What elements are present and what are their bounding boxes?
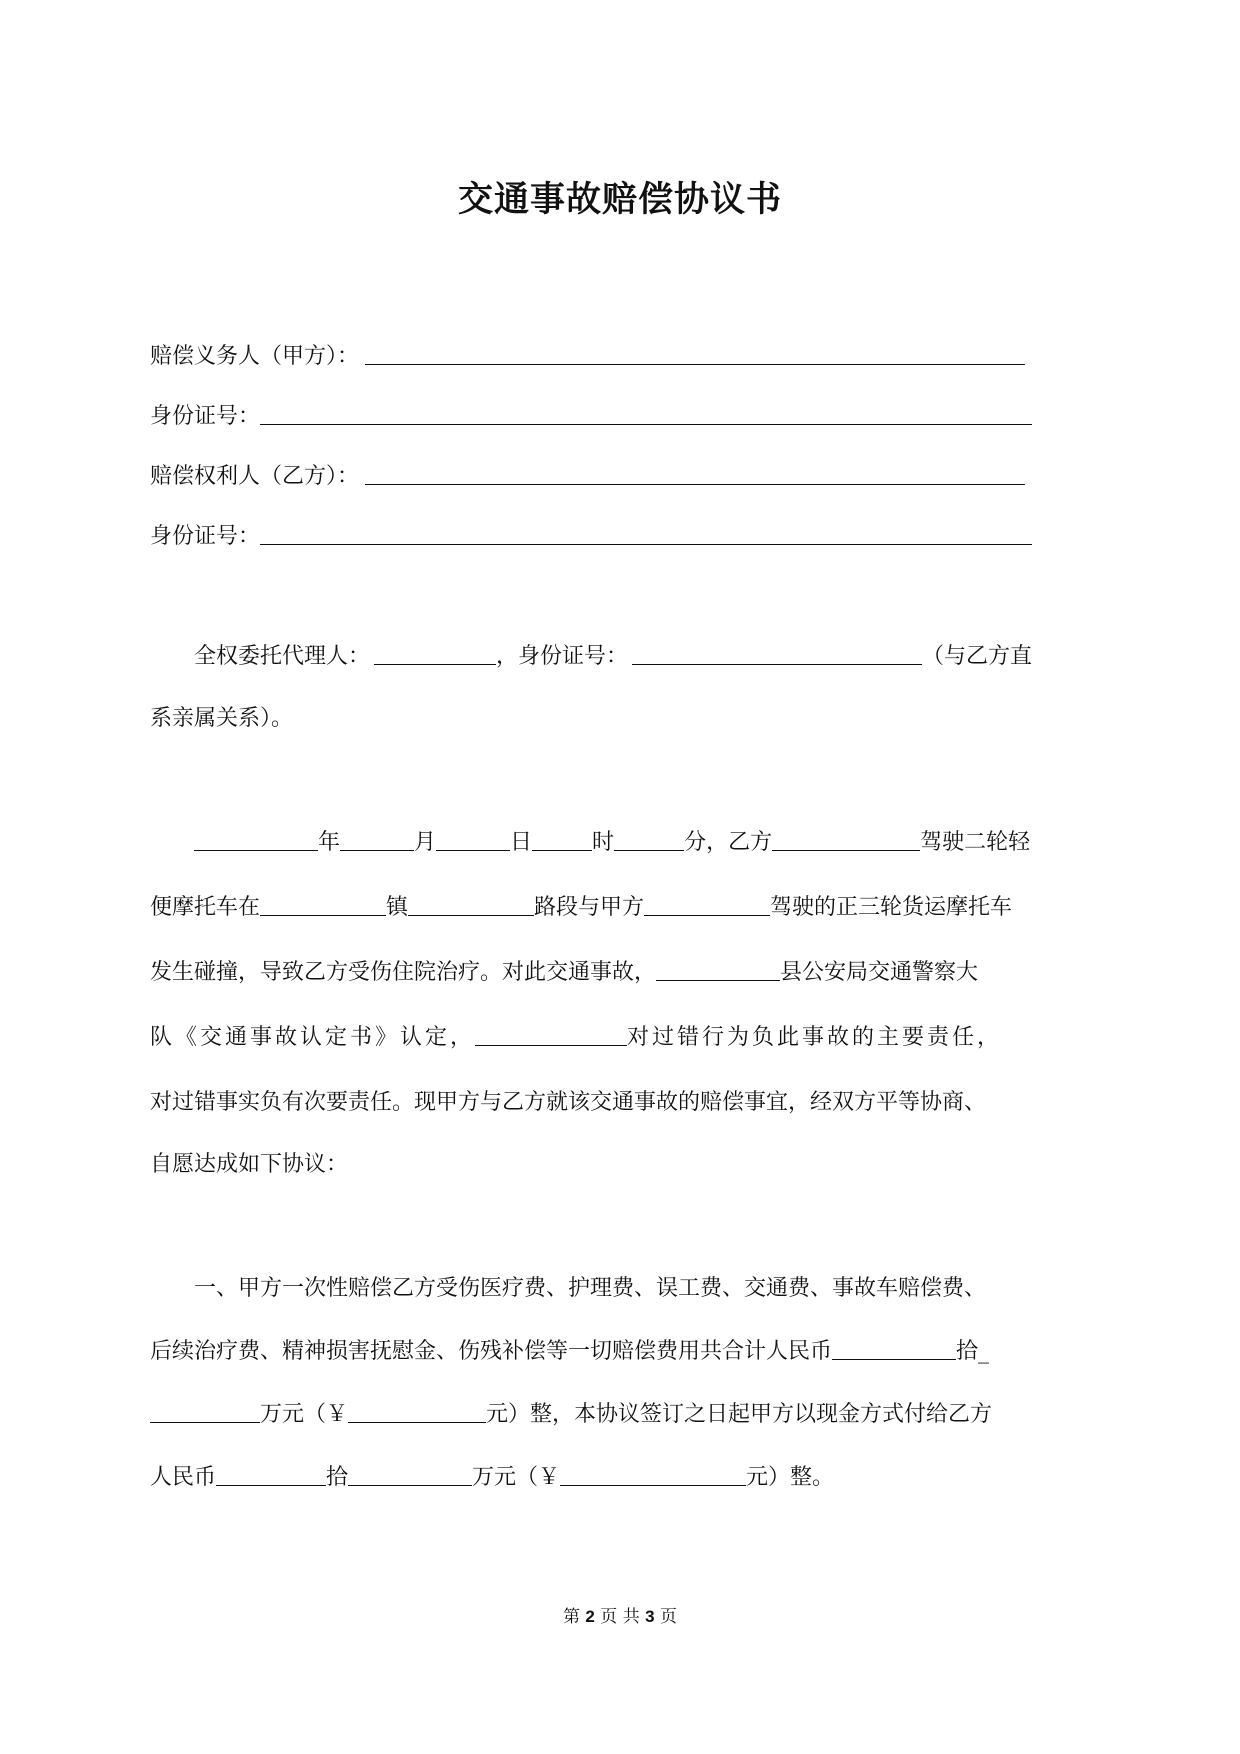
agent-id-label: ，身份证号： <box>496 644 629 669</box>
accident-line-6: 自愿达成如下协议： <box>150 1152 349 1177</box>
id-b-row <box>150 522 1032 552</box>
driver-b-blank[interactable] <box>772 830 920 851</box>
id-a-blank[interactable] <box>260 404 1032 425</box>
party-a-row <box>150 342 1025 372</box>
vehicle-b-text: 驾驶二轮轻 <box>920 830 1031 855</box>
town-label: 镇 <box>386 895 409 920</box>
agent-relation-text: （与乙方直 <box>922 644 1033 669</box>
agent-row <box>194 642 1032 672</box>
accident-collision-text: 发生碰撞，导致乙方受伤住院治疗。对此交通事故， <box>150 960 657 985</box>
cash-ten-blank[interactable] <box>216 1465 326 1486</box>
road-blank[interactable] <box>408 895 534 916</box>
total-wan-label: 万元（￥ <box>260 1402 349 1427</box>
party-a-blank[interactable] <box>365 344 1025 365</box>
minute-label: 分，乙方 <box>684 830 773 855</box>
party-a-label: 赔偿义务人（甲方）： <box>150 344 360 369</box>
clause1-line-4 <box>150 1463 834 1493</box>
accident-line-5: 对过错事实负有次要责任。现甲方与乙方就该交通事故的赔偿事宜，经双方平等协商、 <box>150 1090 987 1115</box>
footer-prefix: 第 <box>563 1607 581 1627</box>
clause1-line-1: 一、甲方一次性赔偿乙方受伤医疗费、护理费、误工费、交通费、事故车赔偿费、 <box>194 1276 987 1301</box>
accident-line-2 <box>150 893 1012 923</box>
id-b-blank[interactable] <box>260 524 1032 545</box>
year-label: 年 <box>318 830 341 855</box>
id-a-label: 身份证号： <box>150 404 261 429</box>
hour-blank[interactable] <box>532 830 592 851</box>
hour-label: 时 <box>592 830 615 855</box>
id-b-label: 身份证号： <box>150 524 261 549</box>
agent-relation-cont: 系亲属关系）。 <box>150 706 294 731</box>
main-party-blank[interactable] <box>475 1025 627 1046</box>
year-blank[interactable] <box>194 830 318 851</box>
total-yuan-blank[interactable] <box>348 1402 486 1423</box>
agent-id-blank[interactable] <box>632 644 922 665</box>
month-label: 月 <box>414 830 437 855</box>
county-blank[interactable] <box>656 960 780 981</box>
page-footer <box>0 1602 1240 1627</box>
town-blank[interactable] <box>260 895 386 916</box>
day-blank[interactable] <box>436 830 510 851</box>
total-ten-label: 拾_ <box>956 1339 990 1364</box>
clause1-line-2 <box>150 1337 989 1367</box>
cash-ten-label: 拾 <box>326 1465 349 1490</box>
accident-line-1 <box>194 828 1030 858</box>
party-b-blank[interactable] <box>365 464 1025 485</box>
accident-line-4 <box>150 1023 1002 1053</box>
party-b-row <box>150 462 1025 492</box>
month-blank[interactable] <box>340 830 414 851</box>
current-page-number: 2 <box>585 1607 595 1626</box>
total-page-number: 3 <box>645 1607 655 1626</box>
clause1-items-text: 后续治疗费、精神损害抚慰金、伤残补偿等一切赔偿费用共合计人民币 <box>150 1339 833 1364</box>
rmb-label: 人民币 <box>150 1465 217 1490</box>
cash-yuan-blank[interactable] <box>560 1465 746 1486</box>
footer-middle: 页 共 <box>600 1607 640 1627</box>
police-text: 县公安局交通警察大 <box>780 960 979 985</box>
vehicle-a-text: 驾驶的正三轮货运摩托车 <box>770 895 1013 920</box>
driver-a-blank[interactable] <box>644 895 770 916</box>
payment-text: 元）整，本协议签订之日起甲方以现金方式付给乙方 <box>486 1402 993 1427</box>
agent-name-blank[interactable] <box>374 644 496 665</box>
party-b-label: 赔偿权利人（乙方）： <box>150 464 360 489</box>
total-ten-blank[interactable] <box>832 1339 956 1360</box>
cash-wan-blank[interactable] <box>348 1465 472 1486</box>
cash-end-text: 元）整。 <box>746 1465 835 1490</box>
total-wan-blank[interactable] <box>150 1402 260 1423</box>
id-a-row <box>150 402 1032 432</box>
road-label: 路段与甲方 <box>534 895 645 920</box>
footer-suffix: 页 <box>659 1607 677 1627</box>
accident-place-text: 便摩托车在 <box>150 895 261 920</box>
minute-blank[interactable] <box>614 830 684 851</box>
day-label: 日 <box>510 830 533 855</box>
accident-line-3 <box>150 958 978 988</box>
document-title: 交通事故赔偿协议书 <box>457 180 782 220</box>
main-responsibility-text: 对过错行为负此事故的主要责任， <box>627 1025 1003 1050</box>
cash-wan-label: 万元（￥ <box>472 1465 561 1490</box>
agent-label: 全权委托代理人： <box>194 644 371 669</box>
accident-cert-text: 队《交通事故认定书》认定， <box>150 1025 476 1050</box>
agent-row-cont <box>150 704 293 734</box>
clause1-line-3 <box>150 1400 992 1430</box>
